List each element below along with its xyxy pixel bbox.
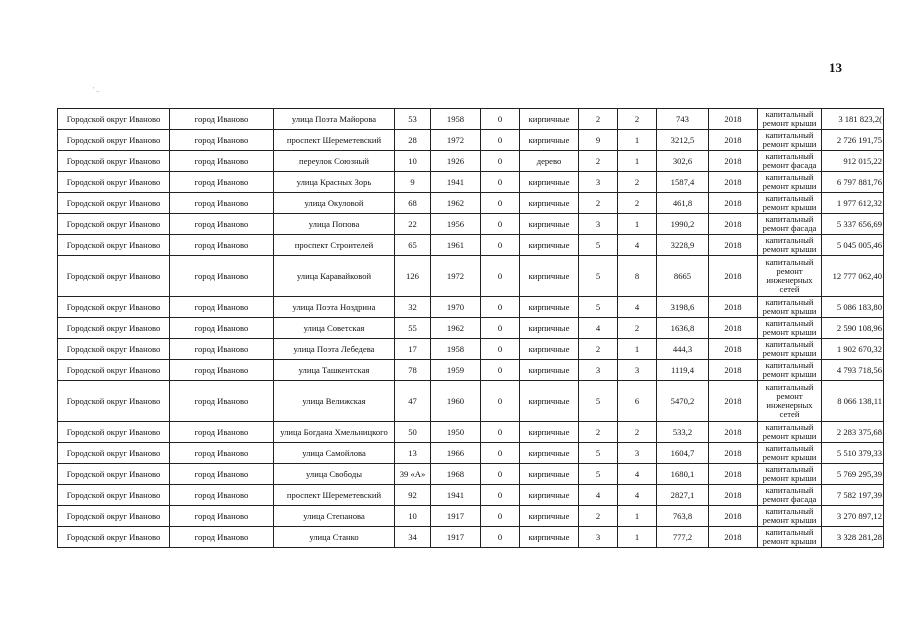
cell-entrances: 1 [618, 130, 657, 151]
cell-house: 10 [395, 151, 431, 172]
cell-floors: 2 [579, 151, 618, 172]
cell-house: 39 «А» [395, 464, 431, 485]
cell-plan-year: 2018 [709, 485, 758, 506]
cell-floors: 2 [579, 109, 618, 130]
cell-flag: 0 [481, 485, 520, 506]
cell-area: 302,6 [657, 151, 709, 172]
cell-plan-year: 2018 [709, 172, 758, 193]
cell-wall-material: дерево [520, 151, 579, 172]
cell-locality: город Иваново [170, 109, 274, 130]
cell-municipality: Городской округ Иваново [58, 235, 170, 256]
table-row [58, 339, 884, 360]
cell-year: 1958 [431, 339, 481, 360]
table-row [58, 464, 884, 485]
cell-municipality: Городской округ Иваново [58, 360, 170, 381]
cell-street: улица Красных Зорь [274, 172, 395, 193]
cell-locality: город Иваново [170, 318, 274, 339]
cell-year: 1956 [431, 214, 481, 235]
cell-municipality: Городской округ Иваново [58, 109, 170, 130]
cell-plan-year: 2018 [709, 130, 758, 151]
cell-area: 3212,5 [657, 130, 709, 151]
table-row [58, 443, 884, 464]
cell-cost: 5 337 656,69 [822, 214, 884, 235]
cell-street: улица Поэта Майорова [274, 109, 395, 130]
cell-street: проспект Шереметевский [274, 485, 395, 506]
cell-entrances: 3 [618, 443, 657, 464]
cell-floors: 4 [579, 485, 618, 506]
cell-flag: 0 [481, 256, 520, 297]
cell-locality: город Иваново [170, 443, 274, 464]
cell-cost: 912 015,22 [822, 151, 884, 172]
table-row [58, 422, 884, 443]
table-row [58, 235, 884, 256]
cell-work-type: капитальный ремонт фасада [758, 214, 822, 235]
housing-repair-table [57, 108, 884, 548]
cell-street: улица Богдана Хмельницкого [274, 422, 395, 443]
cell-plan-year: 2018 [709, 297, 758, 318]
cell-flag: 0 [481, 151, 520, 172]
cell-wall-material: кирпичные [520, 109, 579, 130]
cell-work-type: капитальный ремонт крыши [758, 130, 822, 151]
cell-municipality: Городской округ Иваново [58, 297, 170, 318]
cell-work-type: капитальный ремонт крыши [758, 193, 822, 214]
cell-floors: 9 [579, 130, 618, 151]
cell-area: 1119,4 [657, 360, 709, 381]
cell-area: 1604,7 [657, 443, 709, 464]
cell-flag: 0 [481, 506, 520, 527]
cell-entrances: 1 [618, 339, 657, 360]
cell-cost: 3 181 823,2( [822, 109, 884, 130]
cell-municipality: Городской округ Иваново [58, 214, 170, 235]
cell-year: 1960 [431, 381, 481, 422]
scan-mark: ' .. [93, 86, 100, 94]
cell-house: 78 [395, 360, 431, 381]
cell-locality: город Иваново [170, 527, 274, 548]
cell-wall-material: кирпичные [520, 381, 579, 422]
cell-plan-year: 2018 [709, 381, 758, 422]
cell-cost: 7 582 197,39 [822, 485, 884, 506]
cell-flag: 0 [481, 235, 520, 256]
cell-plan-year: 2018 [709, 443, 758, 464]
cell-flag: 0 [481, 360, 520, 381]
cell-wall-material: кирпичные [520, 172, 579, 193]
cell-year: 1962 [431, 318, 481, 339]
cell-work-type: капитальный ремонт крыши [758, 172, 822, 193]
cell-entrances: 4 [618, 235, 657, 256]
cell-year: 1968 [431, 464, 481, 485]
cell-wall-material: кирпичные [520, 506, 579, 527]
cell-work-type: капитальный ремонт крыши [758, 506, 822, 527]
cell-work-type: капитальный ремонт крыши [758, 339, 822, 360]
cell-wall-material: кирпичные [520, 256, 579, 297]
table-row [58, 381, 884, 422]
table-row [58, 109, 884, 130]
cell-year: 1917 [431, 527, 481, 548]
table-row [58, 172, 884, 193]
table-row [58, 151, 884, 172]
cell-area: 1587,4 [657, 172, 709, 193]
cell-work-type: капитальный ремонт крыши [758, 527, 822, 548]
cell-work-type: капитальный ремонт инженерных сетей [758, 381, 822, 422]
cell-street: улица Степанова [274, 506, 395, 527]
cell-year: 1958 [431, 109, 481, 130]
cell-wall-material: кирпичные [520, 214, 579, 235]
cell-street: улица Советская [274, 318, 395, 339]
cell-entrances: 2 [618, 172, 657, 193]
cell-locality: город Иваново [170, 235, 274, 256]
cell-locality: город Иваново [170, 485, 274, 506]
cell-entrances: 4 [618, 485, 657, 506]
cell-plan-year: 2018 [709, 235, 758, 256]
cell-floors: 2 [579, 506, 618, 527]
cell-floors: 5 [579, 464, 618, 485]
cell-year: 1962 [431, 193, 481, 214]
cell-area: 8665 [657, 256, 709, 297]
cell-year: 1970 [431, 297, 481, 318]
cell-street: улица Поэта Ноздрина [274, 297, 395, 318]
cell-year: 1917 [431, 506, 481, 527]
cell-cost: 3 270 897,12 [822, 506, 884, 527]
cell-floors: 5 [579, 235, 618, 256]
cell-wall-material: кирпичные [520, 235, 579, 256]
cell-floors: 2 [579, 339, 618, 360]
cell-year: 1972 [431, 130, 481, 151]
cell-wall-material: кирпичные [520, 485, 579, 506]
cell-plan-year: 2018 [709, 151, 758, 172]
cell-municipality: Городской округ Иваново [58, 443, 170, 464]
cell-area: 5470,2 [657, 381, 709, 422]
cell-municipality: Городской округ Иваново [58, 506, 170, 527]
cell-plan-year: 2018 [709, 339, 758, 360]
table-row [58, 485, 884, 506]
cell-street: проспект Строителей [274, 235, 395, 256]
cell-flag: 0 [481, 339, 520, 360]
cell-street: улица Поэта Лебедева [274, 339, 395, 360]
cell-entrances: 2 [618, 109, 657, 130]
cell-area: 444,3 [657, 339, 709, 360]
cell-floors: 5 [579, 256, 618, 297]
cell-floors: 5 [579, 297, 618, 318]
cell-plan-year: 2018 [709, 422, 758, 443]
cell-floors: 3 [579, 527, 618, 548]
cell-house: 126 [395, 256, 431, 297]
cell-cost: 3 328 281,28 [822, 527, 884, 548]
cell-flag: 0 [481, 381, 520, 422]
cell-wall-material: кирпичные [520, 193, 579, 214]
cell-house: 28 [395, 130, 431, 151]
cell-municipality: Городской округ Иваново [58, 527, 170, 548]
cell-cost: 2 590 108,96 [822, 318, 884, 339]
cell-house: 68 [395, 193, 431, 214]
cell-flag: 0 [481, 109, 520, 130]
cell-floors: 3 [579, 360, 618, 381]
table-row [58, 506, 884, 527]
cell-flag: 0 [481, 172, 520, 193]
cell-year: 1926 [431, 151, 481, 172]
cell-work-type: капитальный ремонт крыши [758, 297, 822, 318]
cell-cost: 5 045 005,46 [822, 235, 884, 256]
cell-cost: 2 726 191,75 [822, 130, 884, 151]
cell-entrances: 2 [618, 318, 657, 339]
cell-house: 17 [395, 339, 431, 360]
cell-plan-year: 2018 [709, 464, 758, 485]
table-row [58, 297, 884, 318]
cell-cost: 12 777 062,40 [822, 256, 884, 297]
cell-flag: 0 [481, 130, 520, 151]
cell-plan-year: 2018 [709, 256, 758, 297]
cell-cost: 1 902 670,32 [822, 339, 884, 360]
cell-street: улица Каравайковой [274, 256, 395, 297]
cell-entrances: 6 [618, 381, 657, 422]
cell-locality: город Иваново [170, 422, 274, 443]
cell-work-type: капитальный ремонт крыши [758, 443, 822, 464]
cell-area: 743 [657, 109, 709, 130]
cell-year: 1972 [431, 256, 481, 297]
cell-cost: 4 793 718,56 [822, 360, 884, 381]
cell-floors: 4 [579, 318, 618, 339]
cell-municipality: Городской округ Иваново [58, 193, 170, 214]
cell-work-type: капитальный ремонт инженерных сетей [758, 256, 822, 297]
cell-year: 1941 [431, 172, 481, 193]
cell-house: 65 [395, 235, 431, 256]
cell-street: улица Велижская [274, 381, 395, 422]
cell-locality: город Иваново [170, 464, 274, 485]
cell-area: 1990,2 [657, 214, 709, 235]
cell-municipality: Городской округ Иваново [58, 318, 170, 339]
cell-locality: город Иваново [170, 172, 274, 193]
cell-entrances: 1 [618, 506, 657, 527]
cell-house: 34 [395, 527, 431, 548]
cell-floors: 5 [579, 381, 618, 422]
cell-entrances: 1 [618, 214, 657, 235]
cell-area: 777,2 [657, 527, 709, 548]
cell-house: 9 [395, 172, 431, 193]
cell-plan-year: 2018 [709, 214, 758, 235]
cell-house: 53 [395, 109, 431, 130]
cell-entrances: 3 [618, 360, 657, 381]
cell-street: проспект Шереметевский [274, 130, 395, 151]
cell-municipality: Городской округ Иваново [58, 151, 170, 172]
cell-municipality: Городской округ Иваново [58, 464, 170, 485]
cell-floors: 2 [579, 422, 618, 443]
cell-work-type: капитальный ремонт крыши [758, 360, 822, 381]
cell-wall-material: кирпичные [520, 130, 579, 151]
cell-house: 32 [395, 297, 431, 318]
cell-locality: город Иваново [170, 151, 274, 172]
cell-house: 92 [395, 485, 431, 506]
cell-cost: 5 510 379,33 [822, 443, 884, 464]
cell-locality: город Иваново [170, 339, 274, 360]
table-row [58, 193, 884, 214]
cell-street: переулок Союзный [274, 151, 395, 172]
cell-locality: город Иваново [170, 360, 274, 381]
cell-locality: город Иваново [170, 506, 274, 527]
cell-flag: 0 [481, 443, 520, 464]
cell-year: 1959 [431, 360, 481, 381]
cell-area: 763,8 [657, 506, 709, 527]
cell-work-type: капитальный ремонт фасада [758, 151, 822, 172]
cell-flag: 0 [481, 527, 520, 548]
cell-locality: город Иваново [170, 214, 274, 235]
cell-flag: 0 [481, 193, 520, 214]
cell-entrances: 1 [618, 527, 657, 548]
cell-work-type: капитальный ремонт крыши [758, 235, 822, 256]
cell-locality: город Иваново [170, 381, 274, 422]
cell-work-type: капитальный ремонт крыши [758, 422, 822, 443]
page-number: 13 [829, 60, 842, 75]
cell-wall-material: кирпичные [520, 464, 579, 485]
cell-street: улица Станко [274, 527, 395, 548]
cell-wall-material: кирпичные [520, 297, 579, 318]
cell-flag: 0 [481, 318, 520, 339]
cell-street: улица Свободы [274, 464, 395, 485]
cell-plan-year: 2018 [709, 318, 758, 339]
cell-area: 3198,6 [657, 297, 709, 318]
cell-locality: город Иваново [170, 297, 274, 318]
cell-year: 1966 [431, 443, 481, 464]
cell-entrances: 2 [618, 193, 657, 214]
cell-locality: город Иваново [170, 193, 274, 214]
cell-street: улица Окуловой [274, 193, 395, 214]
cell-house: 55 [395, 318, 431, 339]
cell-cost: 6 797 881,76 [822, 172, 884, 193]
cell-plan-year: 2018 [709, 109, 758, 130]
cell-area: 2827,1 [657, 485, 709, 506]
cell-area: 3228,9 [657, 235, 709, 256]
cell-municipality: Городской округ Иваново [58, 381, 170, 422]
cell-floors: 5 [579, 443, 618, 464]
cell-year: 1950 [431, 422, 481, 443]
cell-wall-material: кирпичные [520, 360, 579, 381]
cell-work-type: капитальный ремонт крыши [758, 464, 822, 485]
cell-cost: 5 086 183,80 [822, 297, 884, 318]
cell-wall-material: кирпичные [520, 443, 579, 464]
cell-year: 1941 [431, 485, 481, 506]
cell-locality: город Иваново [170, 130, 274, 151]
cell-municipality: Городской округ Иваново [58, 485, 170, 506]
cell-floors: 3 [579, 214, 618, 235]
cell-municipality: Городской округ Иваново [58, 422, 170, 443]
cell-house: 47 [395, 381, 431, 422]
cell-cost: 1 977 612,32 [822, 193, 884, 214]
cell-cost: 5 769 295,39 [822, 464, 884, 485]
cell-area: 461,8 [657, 193, 709, 214]
cell-year: 1961 [431, 235, 481, 256]
cell-wall-material: кирпичные [520, 527, 579, 548]
cell-flag: 0 [481, 214, 520, 235]
cell-municipality: Городской округ Иваново [58, 172, 170, 193]
cell-wall-material: кирпичные [520, 318, 579, 339]
cell-entrances: 4 [618, 464, 657, 485]
cell-floors: 2 [579, 193, 618, 214]
cell-flag: 0 [481, 464, 520, 485]
cell-cost: 8 066 138,11 [822, 381, 884, 422]
cell-locality: город Иваново [170, 256, 274, 297]
cell-street: улица Попова [274, 214, 395, 235]
table-row [58, 256, 884, 297]
cell-plan-year: 2018 [709, 193, 758, 214]
table-body [58, 109, 884, 548]
cell-area: 533,2 [657, 422, 709, 443]
cell-entrances: 8 [618, 256, 657, 297]
cell-plan-year: 2018 [709, 506, 758, 527]
cell-flag: 0 [481, 297, 520, 318]
cell-plan-year: 2018 [709, 527, 758, 548]
table-row [58, 214, 884, 235]
table-row [58, 360, 884, 381]
table-row [58, 318, 884, 339]
cell-entrances: 2 [618, 422, 657, 443]
cell-wall-material: кирпичные [520, 422, 579, 443]
cell-municipality: Городской округ Иваново [58, 339, 170, 360]
cell-house: 50 [395, 422, 431, 443]
cell-area: 1680,1 [657, 464, 709, 485]
cell-street: улица Самойлова [274, 443, 395, 464]
cell-entrances: 1 [618, 151, 657, 172]
cell-house: 13 [395, 443, 431, 464]
cell-work-type: капитальный ремонт крыши [758, 318, 822, 339]
cell-work-type: капитальный ремонт фасада [758, 485, 822, 506]
cell-municipality: Городской округ Иваново [58, 130, 170, 151]
cell-area: 1636,8 [657, 318, 709, 339]
cell-street: улица Ташкентская [274, 360, 395, 381]
table-row [58, 527, 884, 548]
cell-wall-material: кирпичные [520, 339, 579, 360]
cell-entrances: 4 [618, 297, 657, 318]
cell-house: 22 [395, 214, 431, 235]
cell-floors: 3 [579, 172, 618, 193]
cell-work-type: капитальный ремонт крыши [758, 109, 822, 130]
cell-house: 10 [395, 506, 431, 527]
cell-cost: 2 283 375,68 [822, 422, 884, 443]
cell-flag: 0 [481, 422, 520, 443]
cell-plan-year: 2018 [709, 360, 758, 381]
cell-municipality: Городской округ Иваново [58, 256, 170, 297]
table-row [58, 130, 884, 151]
